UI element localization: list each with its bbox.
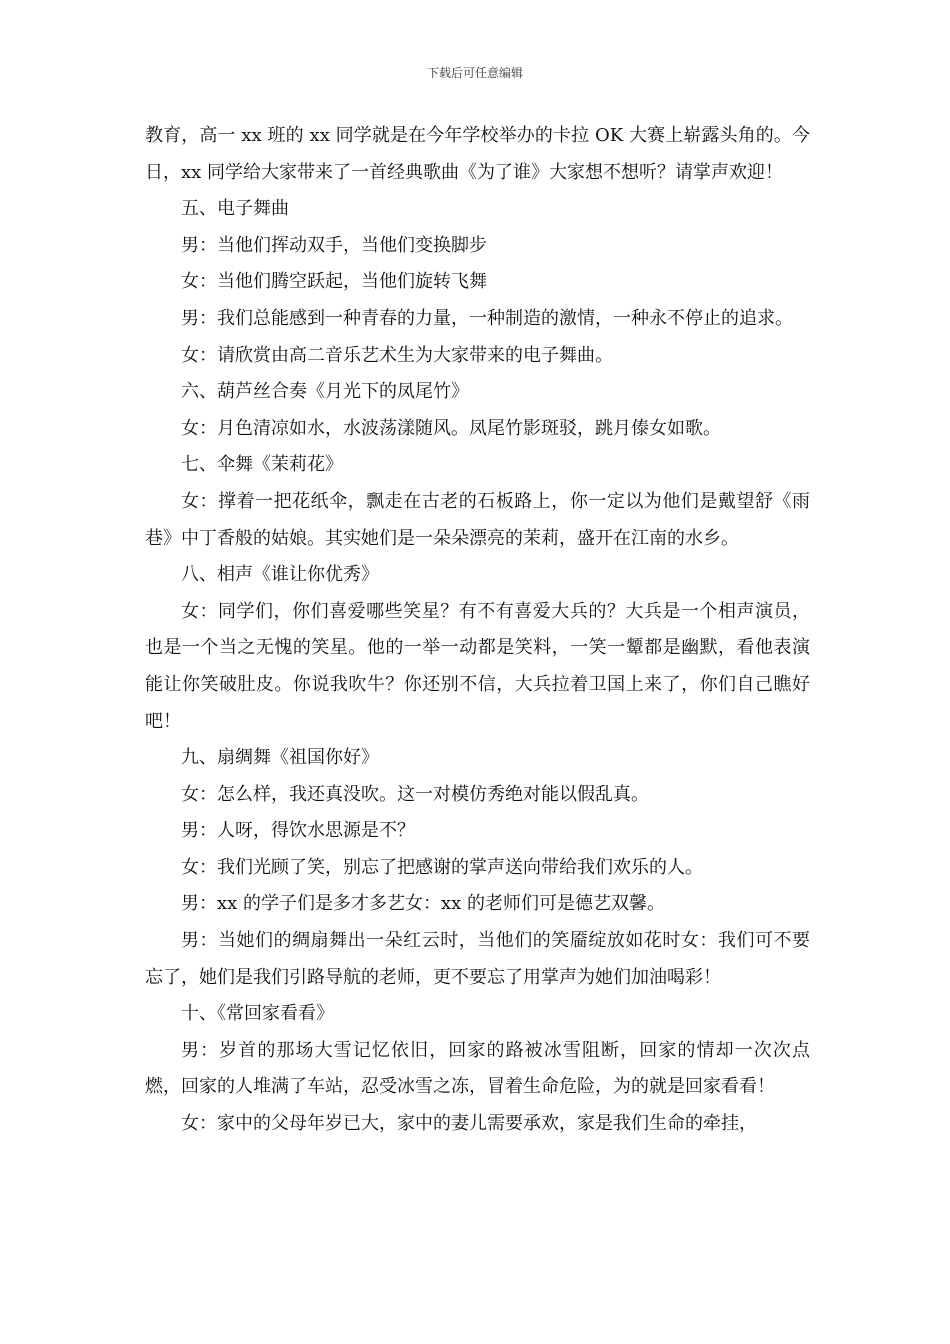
paragraph: 女：家中的父母年岁已大，家中的妻儿需要承欢，家是我们生命的牵挂， xyxy=(181,1113,757,1135)
paragraph: 女：怎么样，我还真没吹。这一对模仿秀绝对能以假乱真。 xyxy=(181,783,649,805)
section-heading: 八、相声《谁让你优秀》 xyxy=(181,564,379,586)
paragraph: 男：xx 的学子们是多才多艺女：xx 的老师们可是德艺双馨。 xyxy=(181,893,666,915)
paragraph: 男：人呀，得饮水思源是不？ xyxy=(181,820,415,842)
paragraph: 男：我们总能感到一种青春的力量，一种制造的激情，一种永不停止的追求。 xyxy=(181,307,793,329)
paragraph: 男：当她们的绸扇舞出一朵红云时，当他们的笑靥绽放如花时女：我们可不要忘了，她们是我们引路导航的老师，更不要忘了用掌声为她们加油喝彩！ xyxy=(145,930,810,988)
paragraph: 女：我们光顾了笑，别忘了把感谢的掌声送向带给我们欢乐的人。 xyxy=(181,856,703,878)
paragraph: 女：月色清凉如水，水波荡漾随风。凤尾竹影斑驳，跳月傣女如歌。 xyxy=(181,417,721,439)
paragraph: 女：撑着一把花纸伞，飘走在古老的石板路上，你一定以为他们是戴望舒《雨巷》中丁香般的姑娘。其实她们是一朵朵漂亮的茉莉，盛开在江南的水乡。 xyxy=(145,490,810,549)
header-note: 下载后可任意编辑 xyxy=(426,66,523,80)
document-body xyxy=(145,118,810,1143)
paragraph: 男：当他们挥动双手，当他们变换脚步 xyxy=(181,234,487,256)
paragraph: 女：当他们腾空跃起，当他们旋转飞舞 xyxy=(181,271,487,293)
paragraph: 教育，高一 xx 班的 xx 同学就是在今年学校举办的卡拉 OK 大赛上崭露头角的。今日，xx 同学给大家带来了一首经典歌曲《为了谁》大家想不想听？请掌声欢迎！ xyxy=(145,125,810,183)
section-heading: 五、电子舞曲 xyxy=(181,198,289,220)
paragraph: 女：请欣赏由高二音乐艺术生为大家带来的电子舞曲。 xyxy=(181,344,613,366)
paragraph: 男：岁首的那场大雪记忆依旧，回家的路被冰雪阻断，回家的情却一次次点燃，回家的人堆满了车站，忍受冰雪之冻，冒着生命危险，为的就是回家看看！ xyxy=(145,1039,810,1098)
section-heading: 九、扇绸舞《祖国你好》 xyxy=(181,747,379,769)
section-heading: 十、《常回家看看》 xyxy=(181,1003,334,1025)
section-heading: 七、伞舞《茉莉花》 xyxy=(181,454,343,476)
paragraph: 女：同学们，你们喜爱哪些笑星？有不有喜爱大兵的？大兵是一个相声演员，也是一个当之无愧的笑星。他的一举一动都是笑料，一笑一颦都是幽默，看他表演能让你笑破肚皮。你说我吹牛？你还别不信，大兵拉着卫国上来了，你们自己瞧好吧！ xyxy=(145,600,810,732)
section-heading: 六、葫芦丝合奏《月光下的凤尾竹》 xyxy=(181,381,469,403)
